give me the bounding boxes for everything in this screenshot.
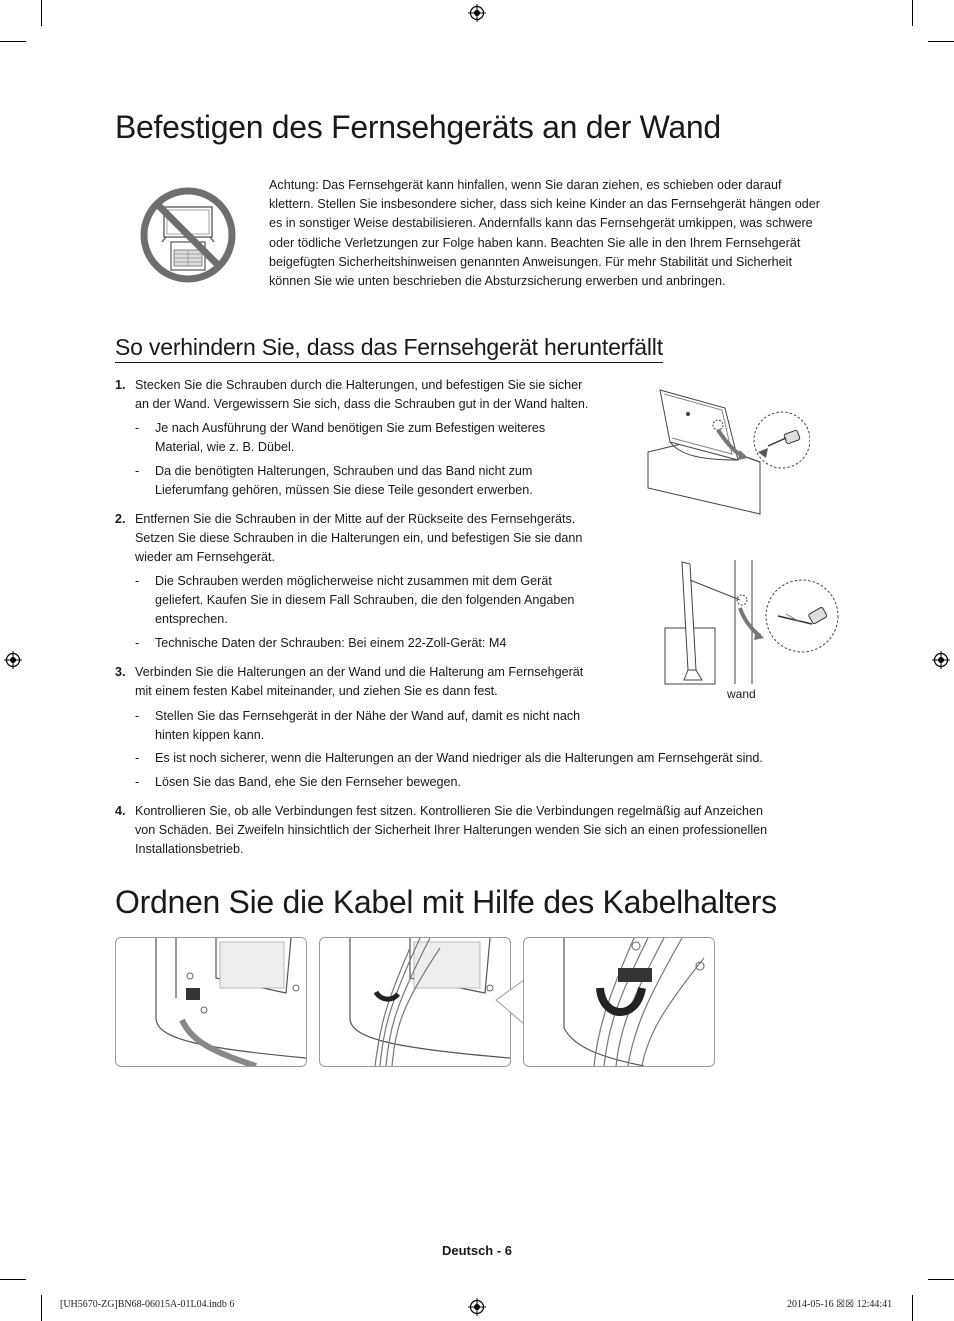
- file-slug: [UH5670-ZG]BN68-06015A-01L04.indb 6: [60, 1299, 235, 1310]
- crop-mark: [928, 1279, 954, 1280]
- note-text: Die Schrauben werden möglicherweise nicht zusammen mit dem Gerät: [155, 574, 552, 588]
- note-text: Material, wie z. B. Dübel.: [155, 440, 295, 455]
- page-number: Deutsch - 6: [441, 1243, 513, 1258]
- registration-mark-icon: [468, 1298, 486, 1316]
- crop-mark: [912, 0, 913, 26]
- crop-mark: [0, 41, 26, 42]
- registration-mark-icon: [932, 651, 950, 669]
- step-text: Setzen Sie diese Schrauben in die Halterungen ein, und befestigen Sie sie dann: [135, 531, 583, 546]
- wall-label: wand: [727, 687, 756, 701]
- note-text: Je nach Ausführung der Wand benötigen Sie zum Befestigen weiteres: [155, 421, 546, 435]
- section-title-cable-holder: Ordnen Sie die Kabel mit Hilfe des Kabelhalters: [115, 884, 777, 920]
- step-text: an der Wand. Vergewissern Sie sich, dass die Schrauben gut in der Wand halten.: [135, 397, 589, 412]
- tv-back-bracket-icon: [116, 938, 306, 1066]
- step-number: 1.: [115, 378, 126, 392]
- cable-holder-step-1-image: [115, 937, 307, 1067]
- step-number: 4.: [115, 804, 126, 818]
- tv-wall-cable-illustration: [660, 558, 842, 686]
- step-text: Stecken Sie die Schrauben durch die Halterungen, und befestigen Sie sie sicher: [135, 378, 583, 392]
- step-text: von Schäden. Bei Zweifeln hinsichtlich der Sicherheit Ihrer Halterungen wenden Sie sich an einen professionellen: [135, 823, 768, 838]
- crop-mark: [0, 1279, 26, 1280]
- section-title-wall-mount: Befestigen des Fernsehgeräts an der Wand: [115, 109, 721, 145]
- cables-in-holder-icon: [320, 938, 510, 1066]
- step-number: 3.: [115, 665, 126, 679]
- cable-holder-detail-image: [523, 937, 715, 1067]
- cable-holder-step-2-image: [319, 937, 511, 1067]
- no-climbing-warning-icon: [139, 186, 237, 284]
- registration-mark-icon: [468, 4, 486, 22]
- note-text: hinten kippen kann.: [155, 728, 265, 743]
- step-text: mit einem festen Kabel miteinander, und ziehen Sie es dann fest.: [135, 684, 498, 699]
- note-text: entsprechen.: [155, 612, 228, 627]
- note-text: geliefert. Kaufen Sie in diesem Fall Schrauben, die den folgenden Angaben: [155, 593, 575, 608]
- step-text: Entfernen Sie die Schrauben in der Mitte auf der Rückseite des Fernsehgeräts.: [135, 512, 576, 526]
- print-timestamp: 2014-05-16 ☒☒ 12:44:41: [787, 1299, 893, 1310]
- note-text: Es ist noch sicherer, wenn die Halterungen an der Wand niedriger als die Halterungen am Fernsehgerät sind.: [155, 751, 763, 765]
- crop-mark: [928, 41, 954, 42]
- note-text: Technische Daten der Schrauben: Bei einem 22-Zoll-Gerät: M4: [155, 636, 507, 650]
- note-text: Lieferumfang gehören, müssen Sie diese Teile gesondert erwerben.: [155, 483, 533, 498]
- safety-warning-text: Achtung: Das Fernsehgerät kann hinfallen, wenn Sie daran ziehen, es schieben oder darauf klettern. Stellen Sie insbesondere sicher, dass sich keine Kinder an das Fernsehgerät hängen oder es in sonstiger Weise destabilisieren. Andernfalls kann das Fernsehgerät umkippen, was schwere oder tödliche Verletzungen zur Folge haben kann. Beachten Sie alle in den Ihrem Fernsehgerät beigefügten Sicherheitshinweisen genannten Anweisungen. Für mehr Stabilität und Sicherheit können Sie wie unten beschrieben die Absturzsicherung erwerben und anbringen.: [269, 178, 820, 289]
- step-text: Kontrollieren Sie, ob alle Verbindungen fest sitzen. Kontrollieren Sie die Verbindungen regelmäßig auf Anzeichen: [135, 804, 763, 818]
- step-text: Installationsbetrieb.: [135, 842, 244, 857]
- note-text: Da die benötigten Halterungen, Schrauben und das Band nicht zum: [155, 464, 533, 478]
- crop-mark: [41, 1295, 42, 1321]
- cable-holder-closeup-icon: [524, 938, 714, 1066]
- zoom-callout-pointer: [494, 978, 526, 1028]
- step-number: 2.: [115, 512, 126, 526]
- step-text: Verbinden Sie die Halterungen an der Wand und die Halterung am Fernsehgerät: [135, 665, 584, 679]
- note-text: Lösen Sie das Band, ehe Sie den Fernseher bewegen.: [155, 775, 461, 789]
- step-text: wieder am Fernsehgerät.: [135, 550, 275, 565]
- registration-mark-icon: [4, 651, 22, 669]
- subsection-title-prevent-falling: So verhindern Sie, dass das Fernsehgerät herunterfällt: [115, 334, 663, 363]
- crop-mark: [41, 0, 42, 26]
- tv-bracket-illustration: [640, 380, 810, 520]
- note-text: Stellen Sie das Fernsehgerät in der Nähe der Wand auf, damit es nicht nach: [155, 709, 581, 723]
- crop-mark: [912, 1295, 913, 1321]
